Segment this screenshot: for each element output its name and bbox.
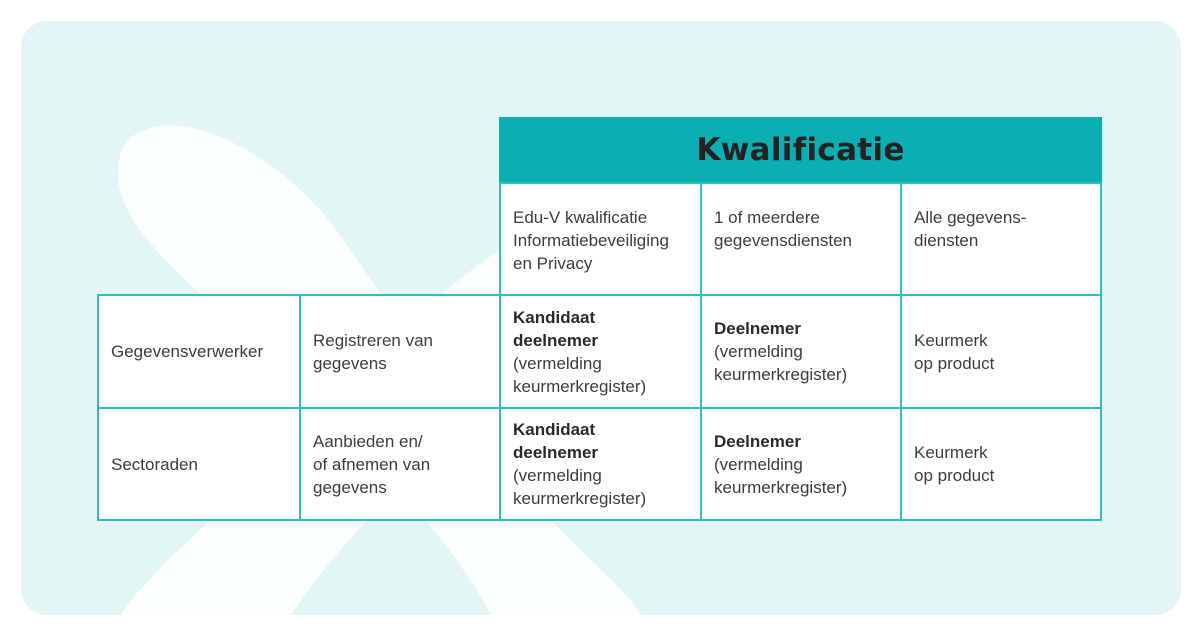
row-1-col-1-bold-2: deelnemer <box>513 330 599 350</box>
row-2-activity-line-2: of afnemen van <box>313 454 431 474</box>
row-2-col-1 <box>499 407 702 521</box>
row-2-col-2-text-2: keurmerkregister) <box>714 477 848 497</box>
row-1-col-3 <box>900 294 1102 409</box>
row-1-role <box>97 294 301 409</box>
column-header-3-line-1: Alle gegevens- <box>914 208 1027 227</box>
column-header-2-line-2: gegevensdiensten <box>714 231 853 250</box>
row-2-col-1-bold-1: Kandidaat <box>513 420 596 439</box>
row-2-col-2-bold-1: Deelnemer <box>714 431 801 451</box>
row-2-col-2-text-1: (vermelding <box>714 454 803 474</box>
column-header-1 <box>499 182 702 296</box>
column-header-3-line-2: diensten <box>914 231 979 250</box>
column-header-2 <box>700 182 902 296</box>
row-1-col-1 <box>499 294 702 409</box>
column-header-1-line-3: en Privacy <box>513 254 593 273</box>
row-1-col-2 <box>700 294 902 409</box>
row-2-col-3-text-2: op product <box>914 466 995 485</box>
row-1-col-2-text-2: keurmerkregister) <box>714 365 848 384</box>
row-1-role-label: Gegevensverwerker <box>111 342 264 361</box>
row-1-activity <box>299 294 501 409</box>
row-1-activity-line-2: gegevens <box>313 353 387 373</box>
row-1-activity-line-1: Registreren van <box>313 330 434 350</box>
row-1-col-1-bold-1: Kandidaat <box>513 307 596 327</box>
column-header-1-line-2: Informatiebeveiliging <box>513 231 669 250</box>
row-2-role <box>97 407 301 521</box>
row-2-col-3-text-1: Keurmerk <box>914 443 988 462</box>
column-header-3 <box>900 182 1102 296</box>
row-1-col-3-text-1: Keurmerk <box>914 330 988 350</box>
row-1-col-1-text-1: (vermelding <box>513 353 602 373</box>
row-1-col-1-text-2: keurmerkregister) <box>513 376 647 396</box>
row-2-activity-line-3: gegevens <box>313 477 387 497</box>
row-1-col-3-text-2: op product <box>914 353 995 373</box>
row-2-col-1-text-1: (vermelding <box>513 466 602 485</box>
row-2-col-2 <box>700 407 902 521</box>
row-2-activity-line-1: Aanbieden en/ <box>313 431 423 451</box>
row-1-col-2-bold-1: Deelnemer <box>714 319 801 338</box>
row-2-col-1-bold-2: deelnemer <box>513 443 599 462</box>
row-1-col-2-text-1: (vermelding <box>714 342 803 361</box>
row-2-col-1-text-2: keurmerkregister) <box>513 489 647 508</box>
row-2-role-label: Sectoraden <box>111 454 198 474</box>
row-2-activity <box>299 407 501 521</box>
column-header-1-line-1: Edu-V kwalificatie <box>513 208 648 227</box>
header-title: Kwalificatie <box>499 117 1102 183</box>
column-header-2-line-1: 1 of meerdere <box>714 208 820 227</box>
row-2-col-3 <box>900 407 1102 521</box>
